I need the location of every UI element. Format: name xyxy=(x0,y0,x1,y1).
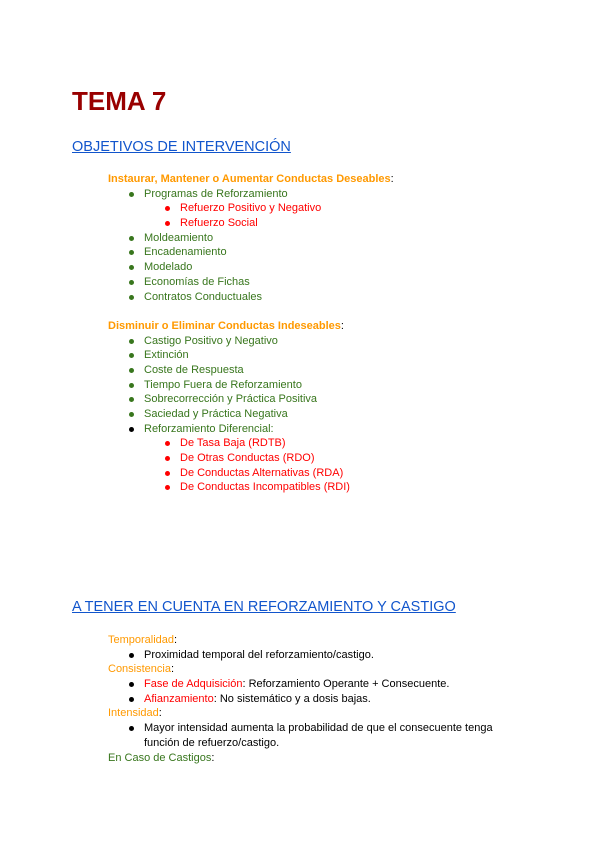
group-heading-intensidad xyxy=(0,706,600,721)
bullet-icon xyxy=(129,250,134,255)
list-item xyxy=(0,260,600,275)
list-item-text: Encadenamiento xyxy=(144,246,227,259)
bullet-icon xyxy=(129,427,134,432)
bullet-icon xyxy=(165,485,170,490)
group-label: Temporalidad xyxy=(108,634,175,646)
list-item xyxy=(0,480,600,495)
group-label: Consistencia xyxy=(108,663,171,676)
section-heading-reforzamiento-castigo[interactable]: A TENER EN CUENTA EN REFORZAMIENTO Y CASTIGO xyxy=(72,599,456,615)
list-item xyxy=(0,692,600,707)
page-title: TEMA 7 xyxy=(72,86,167,116)
list-item xyxy=(0,231,600,246)
list-item-text: De Conductas Incompatibles (RDI) xyxy=(180,481,350,494)
bullet-icon xyxy=(129,295,134,300)
bullet-icon xyxy=(129,339,134,344)
group-colon: : xyxy=(170,663,175,676)
list-item xyxy=(0,216,600,231)
group-heading-aumentar xyxy=(0,172,600,187)
group-label: Disminuir o Eliminar Conductas Indeseables xyxy=(108,319,341,332)
spacer xyxy=(0,304,600,319)
list-item-text: Mayor intensidad aumenta la probabilidad de que el consecuente tenga función de refuerzo/castigo. xyxy=(144,722,493,749)
bullet-icon xyxy=(129,353,134,358)
list-item-text: Refuerzo Positivo y Negativo xyxy=(180,202,322,215)
list-item xyxy=(0,721,504,750)
group-colon: : xyxy=(158,707,162,720)
group-colon: : xyxy=(340,319,344,332)
group-colon: : xyxy=(174,634,178,646)
list-item-text: : Reforzamiento Operante + Consecuente. xyxy=(242,678,450,691)
bullet-icon xyxy=(129,280,134,285)
list-item-text: Coste de Respuesta xyxy=(144,363,244,376)
list-item-text: De Conductas Alternativas (RDA) xyxy=(180,466,344,479)
list-item-text: Sobrecorrección y Práctica Positiva xyxy=(144,393,318,406)
list-item xyxy=(0,363,600,378)
list-item xyxy=(0,290,600,305)
bullet-icon xyxy=(129,397,134,402)
group-colon: : xyxy=(211,751,215,764)
bullet-icon xyxy=(165,456,170,461)
list-item-text: Castigo Positivo y Negativo xyxy=(144,334,278,347)
objetivos-section xyxy=(0,172,600,495)
list-item xyxy=(0,187,600,202)
list-item xyxy=(0,648,600,663)
list-item xyxy=(0,422,600,437)
group-label: En Caso de Castigos xyxy=(108,751,212,764)
list-item-text: : No sistemático y a dosis bajas. xyxy=(213,692,371,705)
bullet-icon xyxy=(165,441,170,446)
bullet-icon xyxy=(165,206,170,211)
list-item-text: Economías de Fichas xyxy=(144,275,250,288)
bullet-icon xyxy=(129,383,134,388)
list-item-label: Afianzamiento xyxy=(144,692,214,705)
bullet-icon xyxy=(165,221,170,226)
bullet-icon xyxy=(129,653,134,658)
group-heading-disminuir xyxy=(0,319,600,334)
bullet-icon xyxy=(129,236,134,241)
list-item-text: Reforzamiento Diferencial: xyxy=(144,422,274,435)
list-item xyxy=(0,348,600,363)
bullet-icon xyxy=(165,471,170,476)
list-item xyxy=(0,334,600,349)
bullet-icon xyxy=(129,682,134,687)
list-item-text: De Tasa Baja (RDTB) xyxy=(180,437,286,450)
group-heading-castigos xyxy=(0,751,600,766)
bullet-icon xyxy=(129,368,134,373)
group-label: Instaurar, Mantener o Aumentar Conductas Deseables xyxy=(108,173,391,185)
list-item xyxy=(0,407,600,422)
list-item-text: Extinción xyxy=(144,349,189,362)
list-item xyxy=(0,392,600,407)
bullet-icon xyxy=(129,412,134,417)
list-item-text: Tiempo Fuera de Reforzamiento xyxy=(144,378,302,391)
list-item-text: De Otras Conductas (RDO) xyxy=(180,452,315,465)
section-heading-objetivos[interactable]: OBJETIVOS DE INTERVENCIÓN xyxy=(72,139,291,155)
list-item xyxy=(0,451,600,466)
bullet-icon xyxy=(129,726,134,731)
list-item xyxy=(0,677,600,692)
list-item xyxy=(0,245,600,260)
list-item-text: Refuerzo Social xyxy=(180,217,258,230)
group-colon: : xyxy=(390,173,394,185)
list-item-text: Modelado xyxy=(144,261,193,274)
reforzamiento-section xyxy=(0,633,600,765)
list-item xyxy=(0,466,600,481)
list-item xyxy=(0,378,600,393)
list-item xyxy=(0,275,600,290)
list-item-text: Saciedad y Práctica Negativa xyxy=(144,408,288,420)
group-heading-consistencia xyxy=(0,662,600,677)
group-heading-temporalidad xyxy=(0,633,600,648)
bullet-icon xyxy=(129,265,134,270)
bullet-icon xyxy=(129,697,134,702)
bullet-icon xyxy=(129,192,134,197)
list-item-text: Proximidad temporal del reforzamiento/castigo. xyxy=(144,648,374,661)
list-item-text: Moldeamiento xyxy=(144,231,214,244)
list-item-text: Contratos Conductuales xyxy=(144,290,263,303)
list-item xyxy=(0,436,600,451)
list-item-label: Fase de Adquisición xyxy=(144,678,243,691)
list-item xyxy=(0,201,600,216)
list-item-text: Programas de Reforzamiento xyxy=(144,187,288,200)
group-label: Intensidad xyxy=(108,707,159,720)
